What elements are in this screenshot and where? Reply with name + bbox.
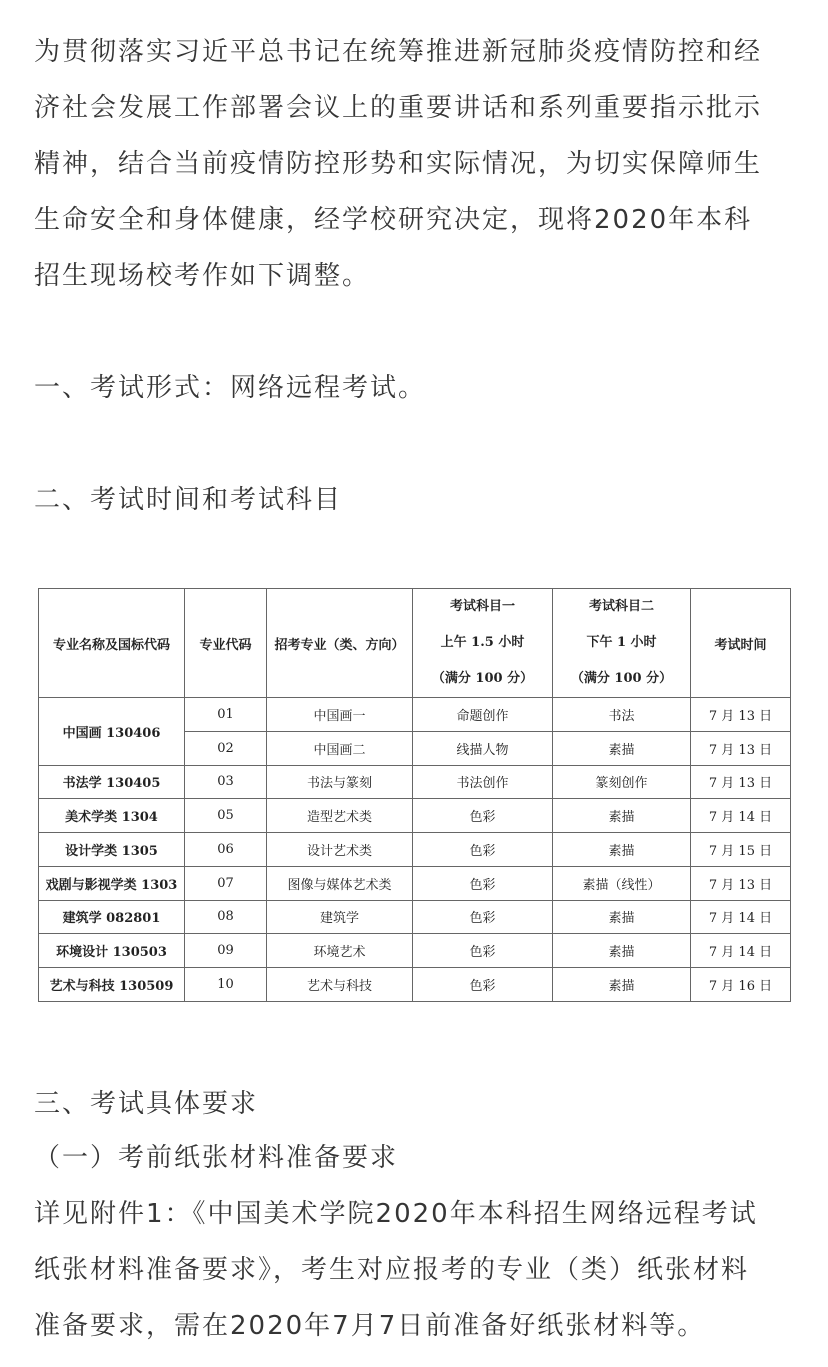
intro-line: 生命安全和身体健康，经学校研究决定，现将2020年本科 — [34, 205, 753, 235]
header-major-code: 专业代码 — [185, 589, 267, 698]
cell-exam-date: 7 月 13 日 — [691, 866, 791, 900]
cell-major-name: 设计学类 1305 — [39, 833, 185, 867]
cell-subject-1: 色彩 — [413, 934, 553, 968]
cell-major-name: 环境设计 130503 — [39, 934, 185, 968]
exam-schedule-table — [38, 588, 791, 1002]
intro-line: 招生现场校考作如下调整。 — [34, 261, 371, 291]
cell-subject-2: 素描 — [553, 900, 691, 934]
intro-line: 精神，结合当前疫情防控形势和实际情况，为切实保障师生 — [34, 149, 763, 179]
exam-schedule-table-image — [38, 588, 790, 1002]
cell-subject-1: 书法创作 — [413, 765, 553, 799]
header-exam-time: 考试时间 — [691, 589, 791, 698]
header-major-name: 专业名称及国标代码 — [39, 589, 185, 698]
cell-subject-2: 篆刻创作 — [553, 765, 691, 799]
table-row — [39, 900, 791, 934]
header-subject-1-time: 上午 1.5 小时 — [440, 635, 525, 650]
cell-major-code: 02 — [185, 731, 267, 765]
header-subject-1-title: 考试科目一 — [449, 599, 515, 614]
cell-subject-2: 素描（线性） — [553, 866, 691, 900]
cell-recruit-major: 环境艺术 — [267, 934, 413, 968]
cell-subject-1: 线描人物 — [413, 731, 553, 765]
cell-major-name: 建筑学 082801 — [39, 900, 185, 934]
cell-subject-2: 素描 — [553, 731, 691, 765]
cell-exam-date: 7 月 13 日 — [691, 698, 791, 732]
header-subject-2-title: 考试科目二 — [588, 599, 654, 614]
cell-recruit-major: 图像与媒体艺术类 — [267, 866, 413, 900]
cell-exam-date: 7 月 15 日 — [691, 833, 791, 867]
cell-major-code: 07 — [185, 866, 267, 900]
cell-major-code: 10 — [185, 968, 267, 1002]
header-recruit-major: 招考专业（类、方向） — [267, 589, 413, 698]
cell-subject-2: 素描 — [553, 833, 691, 867]
cell-subject-1: 命题创作 — [413, 698, 553, 732]
header-subject-2 — [553, 589, 691, 698]
cell-recruit-major: 设计艺术类 — [267, 833, 413, 867]
cell-recruit-major: 中国画一 — [267, 698, 413, 732]
table-row — [39, 866, 791, 900]
requirements-line: 准备要求，需在2020年7月7日前准备好纸张材料等。 — [34, 1311, 706, 1341]
header-subject-1-score: （满分 100 分） — [431, 671, 534, 686]
table-row — [39, 698, 791, 732]
cell-exam-date: 7 月 16 日 — [691, 968, 791, 1002]
cell-major-name: 中国画 130406 — [39, 698, 185, 766]
cell-subject-2: 素描 — [553, 934, 691, 968]
requirements-paragraph — [34, 1186, 804, 1354]
cell-exam-date: 7 月 13 日 — [691, 731, 791, 765]
header-subject-2-time: 下午 1 小时 — [586, 635, 657, 650]
cell-major-name: 美术学类 1304 — [39, 799, 185, 833]
cell-subject-2: 素描 — [553, 799, 691, 833]
cell-subject-1: 色彩 — [413, 799, 553, 833]
requirements-line: 纸张材料准备要求》，考生对应报考的专业（类）纸张材料 — [34, 1255, 750, 1285]
cell-recruit-major: 书法与篆刻 — [267, 765, 413, 799]
table-row — [39, 833, 791, 867]
cell-major-name: 戏剧与影视学类 1303 — [39, 866, 185, 900]
cell-subject-2: 素描 — [553, 968, 691, 1002]
table-row — [39, 968, 791, 1002]
cell-major-code: 01 — [185, 698, 267, 732]
intro-paragraph — [34, 24, 804, 304]
cell-subject-2: 书法 — [553, 698, 691, 732]
cell-recruit-major: 造型艺术类 — [267, 799, 413, 833]
table-row — [39, 799, 791, 833]
cell-major-name: 书法学 130405 — [39, 765, 185, 799]
header-subject-2-score: （满分 100 分） — [570, 671, 673, 686]
cell-major-code: 06 — [185, 833, 267, 867]
cell-subject-1: 色彩 — [413, 900, 553, 934]
cell-exam-date: 7 月 13 日 — [691, 765, 791, 799]
cell-recruit-major: 建筑学 — [267, 900, 413, 934]
intro-line: 济社会发展工作部署会议上的重要讲话和系列重要指示批示 — [34, 93, 763, 123]
cell-major-code: 05 — [185, 799, 267, 833]
cell-recruit-major: 艺术与科技 — [267, 968, 413, 1002]
section-2-heading: 二、考试时间和考试科目 — [34, 485, 343, 515]
table-row — [39, 765, 791, 799]
cell-major-code: 09 — [185, 934, 267, 968]
subsection-1-heading: （一）考前纸张材料准备要求 — [34, 1143, 399, 1173]
cell-exam-date: 7 月 14 日 — [691, 934, 791, 968]
requirements-line: 详见附件1：《中国美术学院2020年本科招生网络远程考试 — [34, 1199, 758, 1229]
section-1-heading: 一、考试形式：网络远程考试。 — [34, 373, 427, 403]
cell-major-code: 08 — [185, 900, 267, 934]
table-row — [39, 934, 791, 968]
table-header-row — [39, 589, 791, 698]
cell-exam-date: 7 月 14 日 — [691, 799, 791, 833]
intro-line: 为贯彻落实习近平总书记在统筹推进新冠肺炎疫情防控和经 — [34, 37, 763, 67]
cell-major-name: 艺术与科技 130509 — [39, 968, 185, 1002]
cell-recruit-major: 中国画二 — [267, 731, 413, 765]
cell-major-code: 03 — [185, 765, 267, 799]
cell-subject-1: 色彩 — [413, 833, 553, 867]
cell-subject-1: 色彩 — [413, 968, 553, 1002]
section-3-heading: 三、考试具体要求 — [34, 1089, 259, 1119]
header-subject-1 — [413, 589, 553, 698]
cell-exam-date: 7 月 14 日 — [691, 900, 791, 934]
cell-subject-1: 色彩 — [413, 866, 553, 900]
